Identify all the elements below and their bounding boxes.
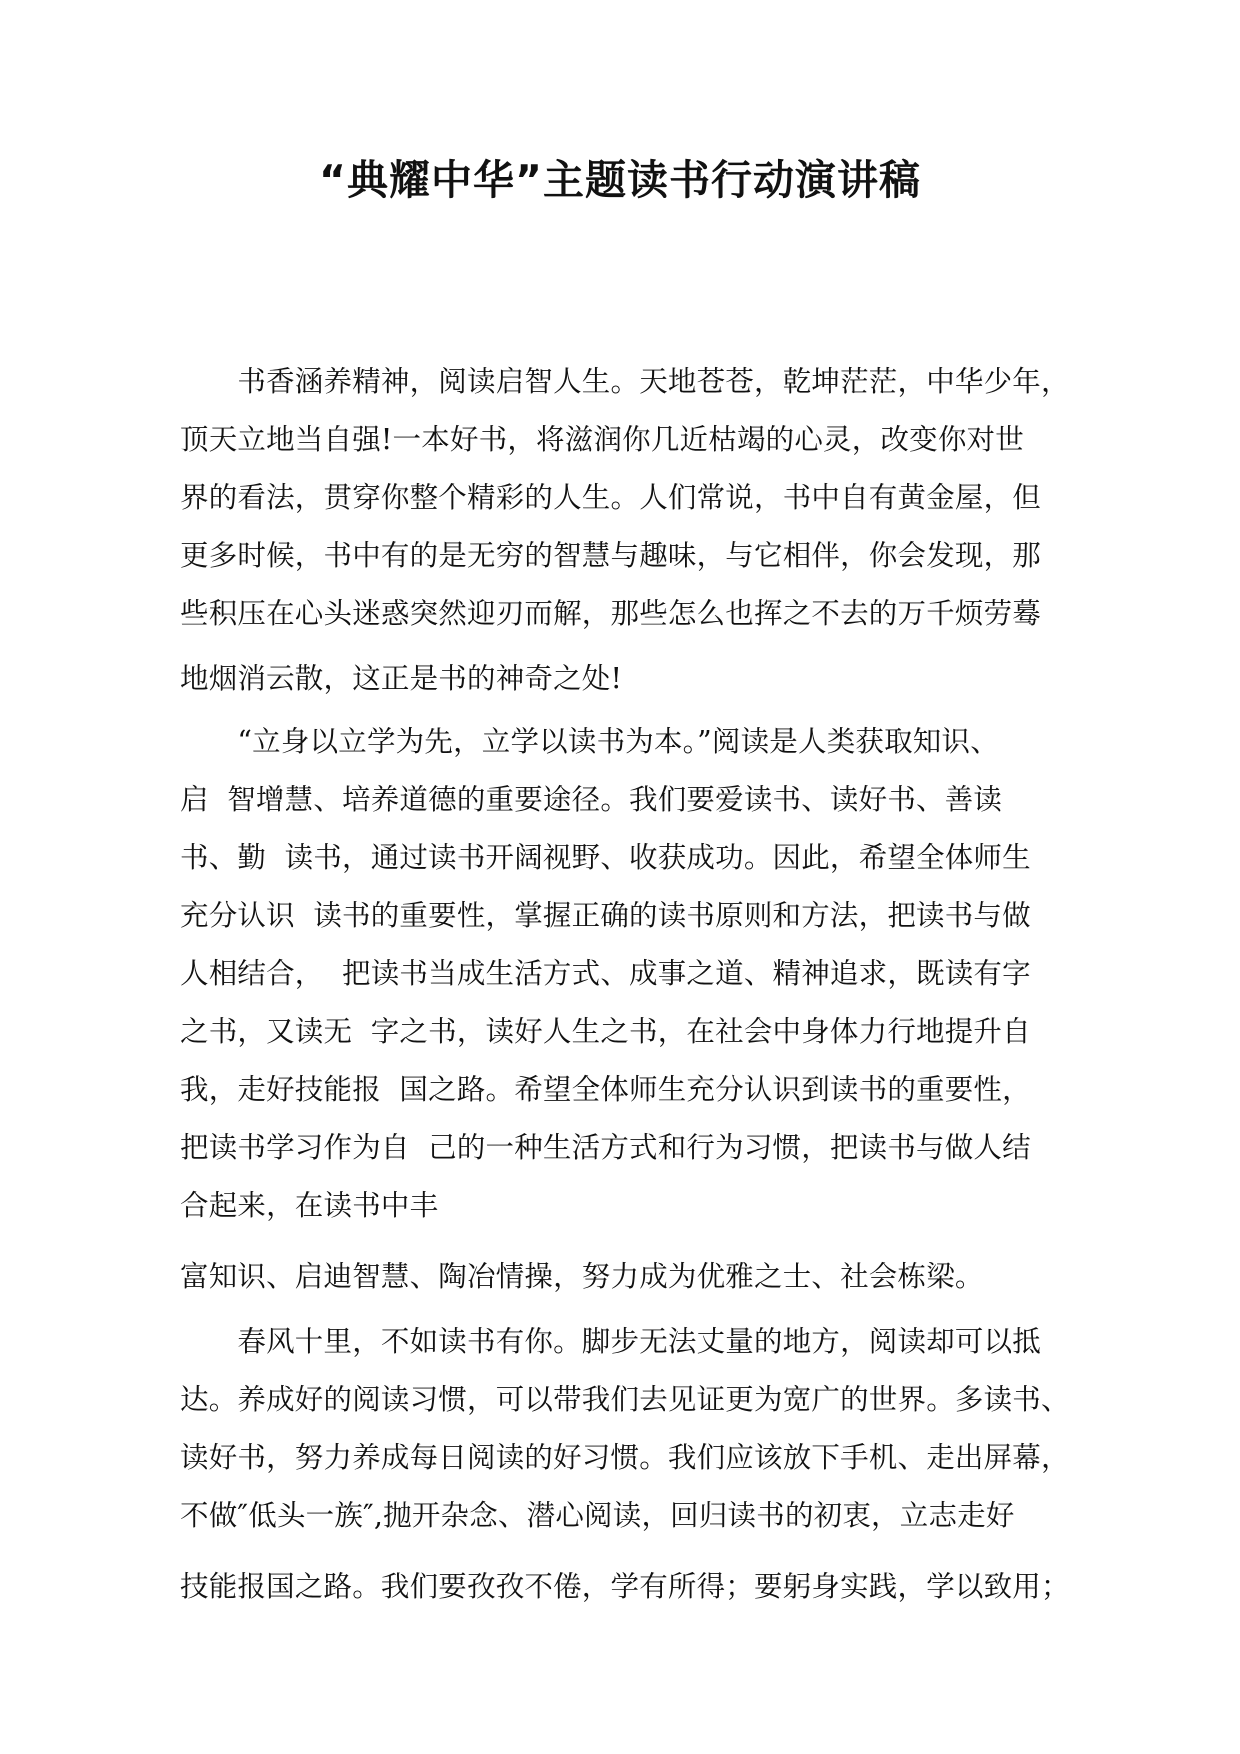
paragraph-1-line-1: 书香涵养精神，阅读启智人生。天地苍苍，乾坤茫茫，中华少年， bbox=[180, 365, 1070, 398]
paragraph-2-line-7: 我，走好技能报 国之路。希望全体师生充分认识到读书的重要性， bbox=[180, 1073, 1031, 1106]
paragraph-3-line-4: 不做″低头一族″,抛开杂念、潜心阅读，回归读书的初衷，立志走好 bbox=[180, 1499, 1015, 1532]
paragraph-2-line-8: 把读书学习作为自 己的一种生活方式和行为习惯，把读书与做人结 bbox=[180, 1131, 1031, 1164]
paragraph-2-line-5: 人相结合， 把读书当成生活方式、成事之道、精神追求，既读有字 bbox=[180, 957, 1031, 990]
paragraph-2-line-3: 书、勤 读书，通过读书开阔视野、收获成功。因此，希望全体师生 bbox=[180, 841, 1031, 874]
paragraph-2-line-10: 富知识、启迪智慧、陶冶情操，努力成为优雅之士、社会栋梁。 bbox=[180, 1260, 984, 1293]
paragraph-1-line-2: 顶天立地当自强!一本好书，将滋润你几近枯竭的心灵，改变你对世 bbox=[180, 423, 1024, 456]
paragraph-1-line-5: 些积压在心头迷惑突然迎刃而解，那些怎么也挥之不去的万千烦劳蓦 bbox=[180, 597, 1042, 630]
paragraph-2-line-2: 启 智增慧、培养道德的重要途径。我们要爱读书、读好书、善读 bbox=[180, 783, 1003, 816]
paragraph-3-line-3: 读好书，努力养成每日阅读的好习惯。我们应该放下手机、走出屏幕， bbox=[180, 1441, 1070, 1474]
paragraph-2-line-6: 之书，又读无 字之书，读好人生之书，在社会中身体力行地提升自 bbox=[180, 1015, 1031, 1048]
paragraph-2-line-1: “立身以立学为先，立学以读书为本。”阅读是人类获取知识、 bbox=[180, 725, 999, 758]
document-title: “典耀中华”主题读书行动演讲稿 bbox=[319, 156, 921, 204]
paragraph-3-line-2: 达。养成好的阅读习惯，可以带我们去见证更为宽广的世界。多读书、 bbox=[180, 1383, 1070, 1416]
paragraph-3-line-1: 春风十里，不如读书有你。脚步无法丈量的地方，阅读却可以抵 bbox=[180, 1325, 1042, 1358]
paragraph-3-line-5: 技能报国之路。我们要孜孜不倦，学有所得；要躬身实践，学以致用； bbox=[180, 1570, 1070, 1603]
paragraph-1-line-6: 地烟消云散，这正是书的神奇之处! bbox=[180, 662, 623, 695]
paragraph-2-line-4: 充分认识 读书的重要性，掌握正确的读书原则和方法，把读书与做 bbox=[180, 899, 1031, 932]
paragraph-1-line-4: 更多时候，书中有的是无穷的智慧与趣味，与它相伴，你会发现，那 bbox=[180, 539, 1042, 572]
paragraph-1-line-3: 界的看法，贯穿你整个精彩的人生。人们常说，书中自有黄金屋，但 bbox=[180, 481, 1042, 514]
paragraph-2-line-9: 合起来，在读书中丰 bbox=[180, 1189, 439, 1222]
